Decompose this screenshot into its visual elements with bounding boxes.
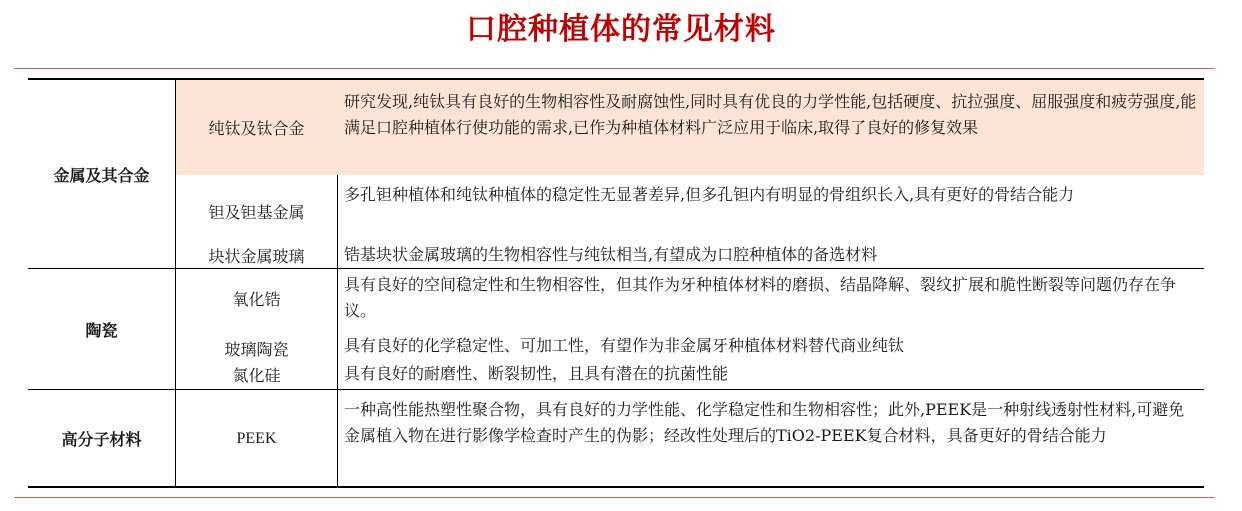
group-separator <box>28 389 1204 390</box>
table-bottom-border <box>28 486 1204 488</box>
material-cell <box>176 361 337 387</box>
material-label: 块状金属玻璃 <box>208 246 305 266</box>
category-cell <box>28 391 175 486</box>
category-cell <box>28 270 175 389</box>
material-label: 氧化锆 <box>232 289 281 309</box>
material-label: PEEK <box>236 429 277 447</box>
description-cell: 具有良好的化学稳定性、可加工性，有望作为非金属牙种植体材料替代商业纯钛 <box>344 336 905 355</box>
group-separator <box>28 268 1204 269</box>
material-cell <box>176 335 337 361</box>
material-cell <box>176 242 337 268</box>
description-cell: 一种高性能热塑性聚合物，具有良好的力学性能、化学稳定性和生物相容性；此外,PEEK是一种射线透射性材料,可避免金属植入物在进行影像学检查时产生的伪影；经改性处理后的TiO2-PEEK复合材料，具备更好的骨结合能力 <box>344 400 1185 445</box>
description-cell: 具有良好的空间稳定性和生物相容性，但其作为牙种植体材料的磨损、结晶降解、裂纹扩展和脆性断裂等问题仍存在争议。 <box>344 275 1177 320</box>
material-label: 纯钛及钛合金 <box>208 119 305 138</box>
bottom-rule <box>14 497 1215 498</box>
top-rule <box>14 68 1215 69</box>
description-cell: 锆基块状金属玻璃的生物相容性与纯钛相当,有望成为口腔种植体的备选材料 <box>344 245 878 264</box>
category-label: 高分子材料 <box>61 430 142 449</box>
category-cell <box>28 80 175 268</box>
material-cell <box>176 391 337 486</box>
category-label: 金属及其合金 <box>53 165 150 185</box>
material-label: 氮化硅 <box>232 365 281 385</box>
description-cell: 多孔钽种植体和纯钛种植体的稳定性无显著差异,但多孔钽内有明显的骨组织长入,具有更好的骨结合能力 <box>344 185 1075 204</box>
material-cell <box>176 272 337 324</box>
description-cell: 研究发现,纯钛具有良好的生物相容性及耐腐蚀性,同时具有优良的力学性能,包括硬度、抗拉强度、屈服强度和疲劳强度,能满足口腔种植体行使功能的需求,已作为种植体材料广泛应用于临床,取得了良好的修复效果 <box>344 92 1197 137</box>
material-label: 玻璃陶瓷 <box>224 339 289 359</box>
material-cell <box>176 185 337 237</box>
material-label: 钽及钽基金属 <box>208 202 305 222</box>
category-label: 陶瓷 <box>85 321 118 340</box>
description-cell: 具有良好的耐磨性、断裂韧性，且具有潜在的抗菌性能 <box>344 364 729 383</box>
material-cell <box>176 80 337 175</box>
page-title: 口腔种植体的常见材料 <box>466 12 776 47</box>
